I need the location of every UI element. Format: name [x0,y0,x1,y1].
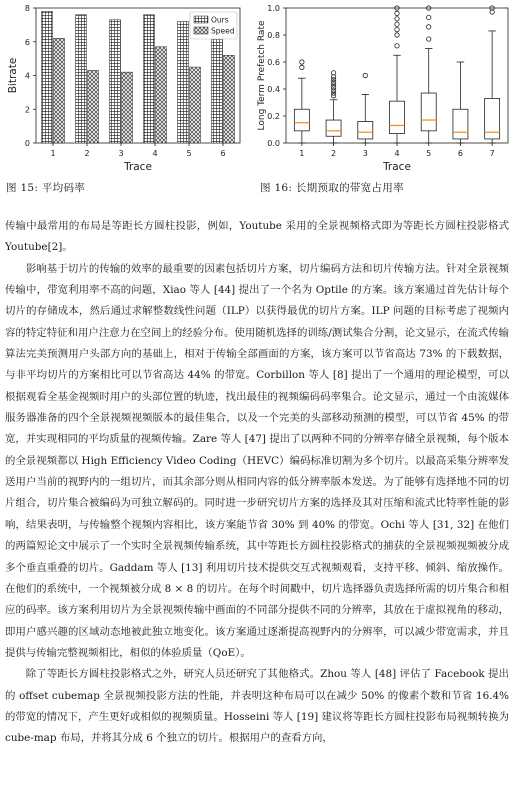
outlier-point [300,65,304,69]
x-tick-label: 1 [299,149,305,158]
outlier-point [427,15,431,19]
y-tick-label: 0.2 [267,112,280,121]
y-tick-label: 1.0 [267,4,280,13]
y-tick-label: 0.0 [267,139,280,148]
bar-ours-4 [144,15,155,143]
prefetch-rate-box-plot [250,0,515,178]
outlier-point [300,60,304,64]
iqr-box [421,93,436,131]
iqr-box [485,98,500,139]
legend-swatch-ours [194,16,208,23]
y-axis-label: Bitrate [7,57,19,94]
y-tick-label: 0.8 [267,31,280,40]
y-tick-label: 0.6 [267,58,280,67]
bar-speed-4 [156,47,167,143]
box-trace-1 [294,60,309,143]
box-trace-5 [421,6,436,143]
paragraph-1: 传输中最常用的布局是等距长方圆柱投影，例如，Youtube 采用的全景视频格式即为等距长方圆柱投影格式 Youtube[2]。 [5,220,509,254]
y-axis-label: Long Term Prefetch Rate [257,20,267,131]
outlier-point [395,22,399,26]
iqr-box [326,120,341,136]
figure-15-caption: 图 15: 平均码率 [6,182,86,194]
x-tick-label: 5 [426,149,432,158]
x-tick-label: 3 [362,149,368,158]
x-axis-label: Trace [124,161,152,173]
iqr-box [358,121,373,139]
x-tick-label: 1 [50,149,56,158]
x-tick-label: 4 [152,149,158,158]
box-trace-3 [358,73,373,143]
bar-ours-3 [110,20,121,143]
bar-speed-6 [224,55,235,143]
y-tick-label: 4 [24,71,30,81]
outlier-point [427,37,431,41]
figure-16 [250,0,515,182]
iqr-box [390,101,405,133]
bar-speed-3 [122,72,133,143]
y-tick-label: 8 [24,4,30,13]
outlier-point [395,27,399,31]
x-tick-label: 5 [186,149,192,158]
y-tick-label: 6 [24,37,30,47]
x-tick-label: 4 [394,149,400,158]
x-tick-label: 3 [118,149,124,158]
bar-speed-5 [190,67,201,143]
box-trace-2 [326,71,341,143]
box-trace-7 [485,6,500,143]
paragraph-2: 影响基于切片的传输的效率的最重要的因素包括切片方案，切片编码方法和切片传输方法。针对全景视频传输中，带宽利用率不高的问题，Xiao 等人 [44] 提出了一个名为 Optile 的方案。该方案通过首先估计每个切片的存储成本，然后通过求解整数线性问题（ILP）以获得最优的切片方案。ILP 问题的目标考虑了视频内容的特定特征和用户注意力在空间上的经验分布。使用随机选择的训练/测试集合分割，论文显示，在流式传输算法完美预测用户头部方向的基础上，相对于传输全部画面的方案，该方案可以节省高达 73% 的下载数据，与非平均切片的方案相比可以节省高达 44% 的带宽。Corbillon 等人 [8] 提出了一个通用的理论模型，可以根据观看全基金视频时用户的头部位置的轨迹，找出最佳的视频编码码率集合。论文显示，通过一个由流媒体服务器准备的四个全景视频视频版本的最佳集合，以及一个完美的头部移动预测的模型，可以节省 45% 的带宽，并实现相同的平均质量的视频传输。Zare 等人 [47] 提出了以两种不同的分辨率存储全景视频，每个版本的全景视频都以 High Efficiency Video Coding（HEVC）编码标准切割为多个切片。以最高采集分辨率发送用户当前的视野内的一组切片，而其余部分则从相同内容的低分辨率版本发送。为了能够有选择地不同的切片组合，切片集合被编码为可独立解码的。同时进一步研究切片方案的选择及其对压缩和流式比特率性能的影响，结果表明，与传输整个视频内容相比，该方案能节省 30% 到 40% 的带宽。Ochi 等人 [31, 32] 在他们的两篇短论文中展示了一个实时全景视频传输系统，其中等距长方圆柱投影格式的捕获的全景视频视频被分成多个垂直重叠的切片。Gaddam 等人 [13] 利用切片技术提供交互式视频观看，支持平移、倾斜、缩放操作。在他们的系统中，一个视频被分成 8 × 8 的切片。在每个时间戳中，切片选择器负责选择所需的切片集合和相应的码率。该方案利用切片为全景视频传输中画面的不同部分提供不同的分辨率，其放在于虚拟视角的移动，即用户感兴趣的区域动态地被此独立地变化。该方案通过逐渐提高视野内的分辨率，可以减少带宽需求，并且提供与传输完整视频相比，相似的体验质量（QoE）。 [5,262,509,659]
figure-15 [0,0,245,182]
box-trace-6 [453,62,468,143]
legend-swatch-speed [194,27,208,34]
bar-ours-5 [178,22,189,144]
bitrate-bar-chart [0,0,245,178]
figure-16-caption: 图 16: 长期预取的带宽占用率 [260,182,404,194]
paragraph-3: 除了等距长方圆柱投影格式之外，研究人员还研究了其他格式。Zhou 等人 [48] 评估了 Facebook 提出的 offset cubemap 全景视频投影方法的性能，并表明这种布局可以在减少 50% 的像素个数和节省 16.4% 的带宽的情况下，产生更好或相似的视频质量。Hosseini 等人 [19] 建议将等距长方圆柱投影布局视频转换为 cube-map 布局，并将其分成 6 个独立的切片。根据用户的查看方向， [5,668,509,745]
x-axis-label: Trace [383,161,411,173]
x-tick-label: 6 [220,149,226,158]
x-tick-label: 6 [457,149,463,158]
y-tick-label: 2 [24,105,30,115]
body-text [5,216,509,750]
bar-speed-2 [88,70,99,143]
bar-speed-1 [54,38,65,143]
outlier-point [363,73,367,77]
bar-ours-2 [76,15,87,143]
iqr-box [294,109,309,131]
outlier-point [395,17,399,21]
y-tick-label: 0.4 [267,85,280,94]
iqr-box [453,109,468,139]
outlier-point [395,11,399,15]
x-tick-label: 7 [489,149,495,158]
x-tick-label: 2 [84,149,90,158]
outlier-point [427,25,431,29]
legend-label-ours: Ours [211,15,229,25]
box-trace-4 [390,6,405,143]
y-tick-label: 0 [24,139,30,148]
x-tick-label: 2 [331,149,337,158]
outlier-point [395,33,399,37]
outlier-point [395,44,399,48]
legend-label-speed: Speed [211,26,235,36]
bar-ours-1 [42,11,53,143]
